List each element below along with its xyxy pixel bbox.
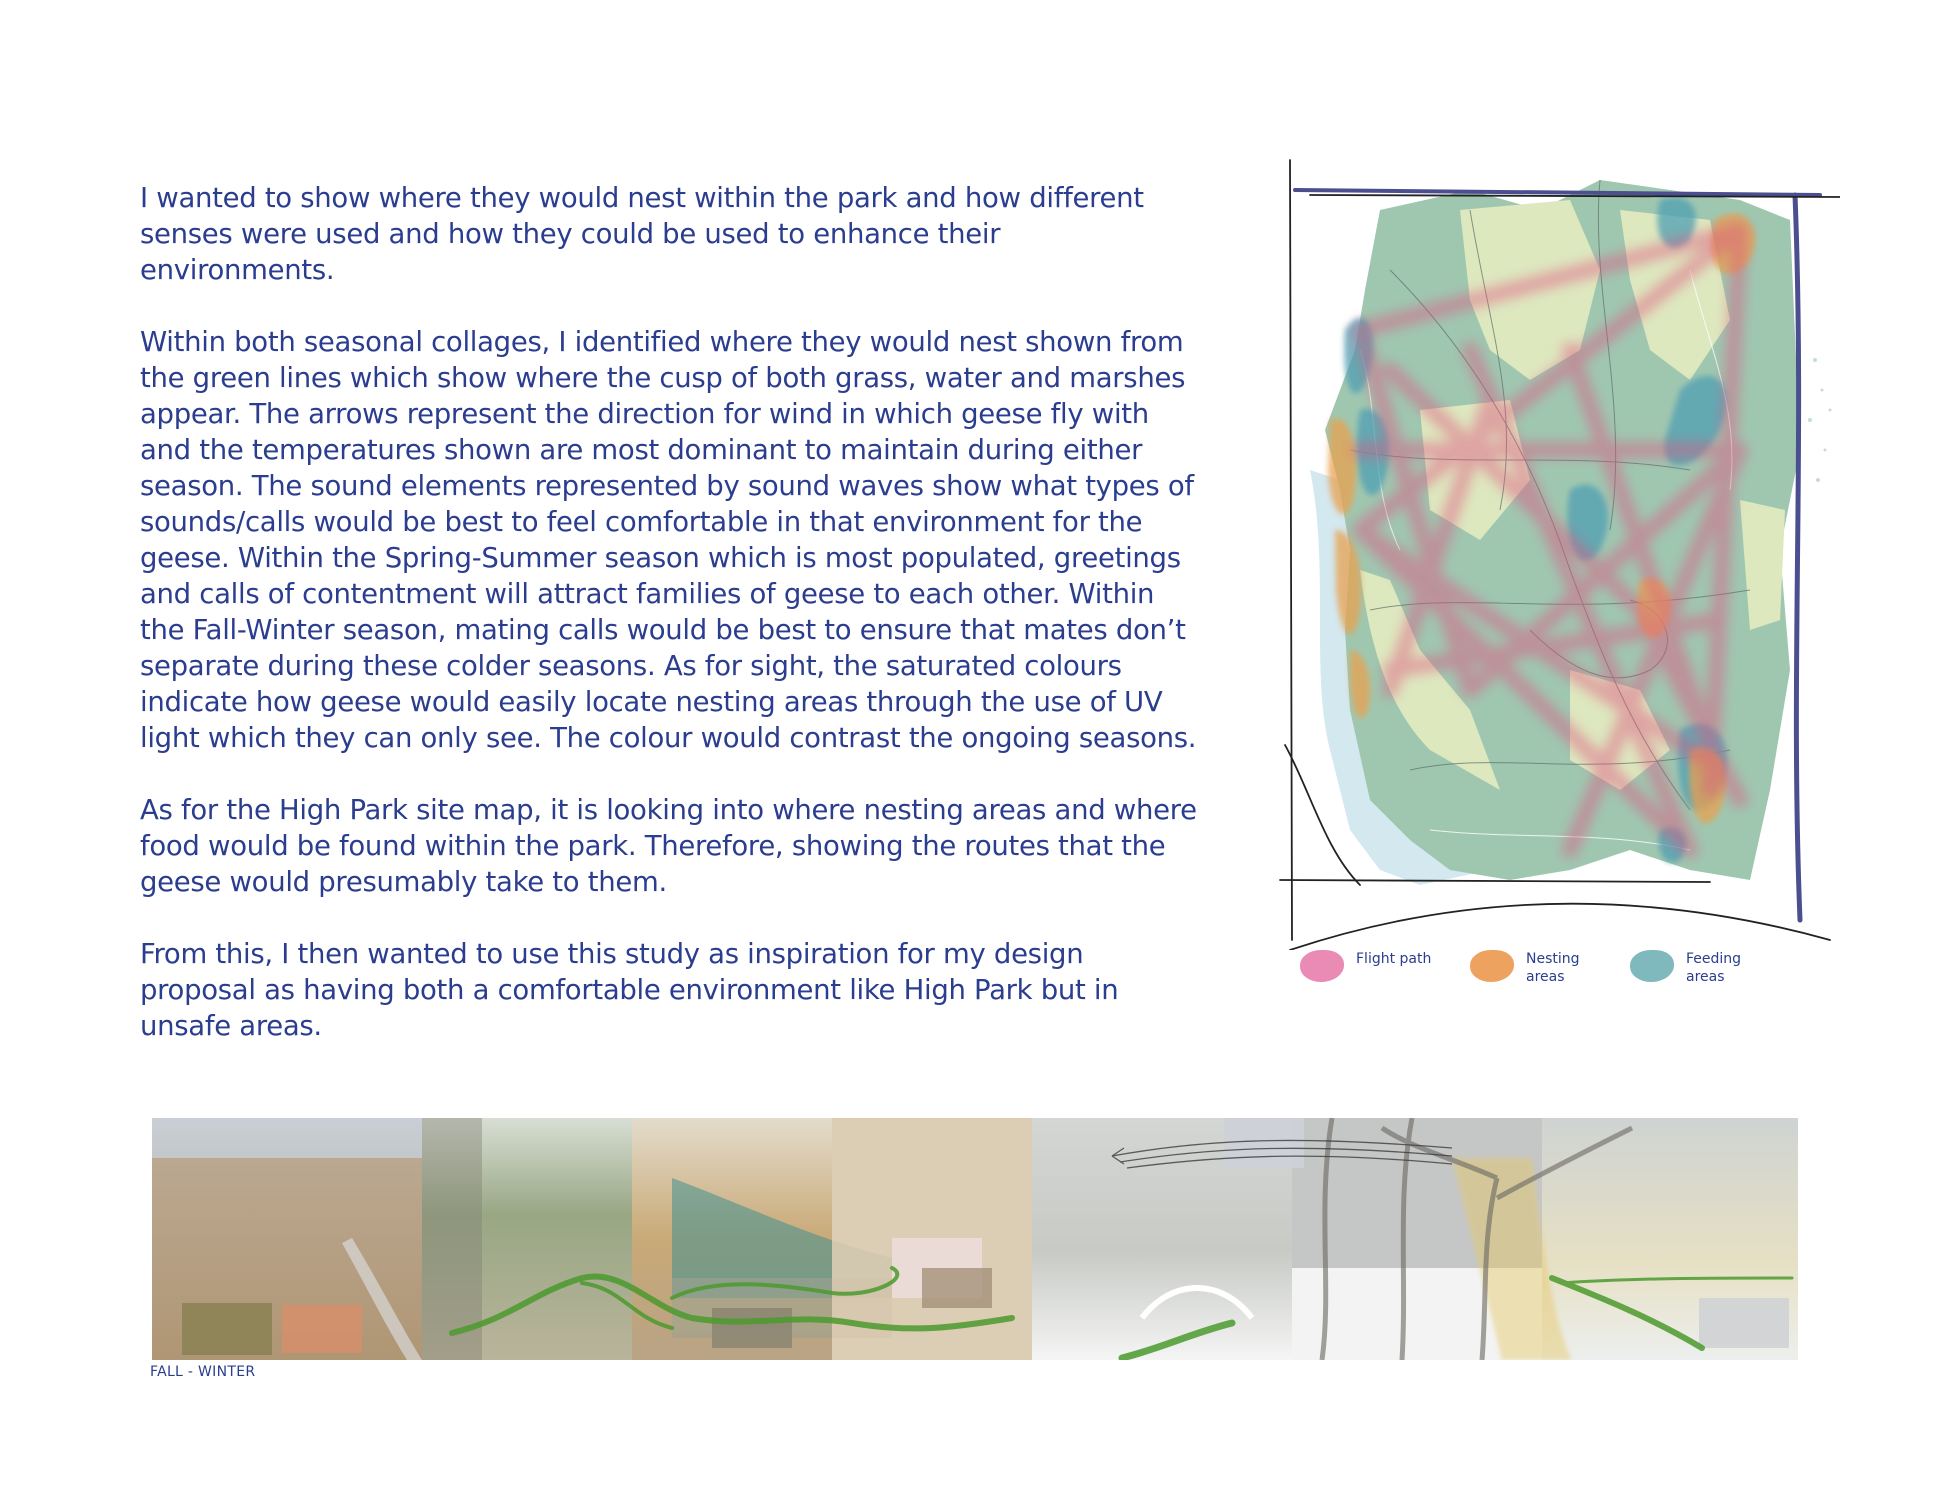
map-legend [1300,950,1800,1020]
high-park-site-map [1270,150,1840,950]
paragraph-collages: Within both seasonal collages, I identified where they would nest shown from the green lines which show where the cusp of both grass, water and marshes appear. The arrows represent the direction for wind in which geese fly with and the temperatures shown are most dominant to maintain during either season. The sound elements represented by sound waves show what types of sounds/calls would be best to feel comfortable in that environment for the geese. Within the Spring-Summer season which is most populated, greetings and calls of contentment will attract families of geese to each other. Within the Fall-Winter season, mating calls would be best to ensure that mates don’t separate during these colder seasons. As for sight, the saturated colours indicate how geese would easily locate nesting areas through the use of UV light which they can only see. The colour would contrast the ongoing seasons. [140,326,1197,754]
legend-label: Feeding areas [1686,951,1742,985]
legend-item-nesting-areas [1470,950,1606,986]
collage-caption: FALL - WINTER [150,1364,256,1380]
nesting-areas-swatch [1470,950,1514,982]
legend-label: Flight path [1356,951,1432,967]
feeding-areas-swatch [1630,950,1674,982]
fall-winter-collage [152,1118,1798,1360]
description-text [140,180,1200,1080]
flight-path-swatch [1300,950,1344,982]
legend-item-feeding-areas [1630,950,1766,986]
paragraph-site-map: As for the High Park site map, it is looking into where nesting areas and where food would be found within the park. Therefore, showing the routes that the geese would presumably take to them. [140,794,1197,898]
paragraph-intro: I wanted to show where they would nest within the park and how different senses were used and how they could be used to enhance their environments. [140,182,1144,286]
paragraph-inspiration: From this, I then wanted to use this study as inspiration for my design proposal as having both a comfortable environment like High Park but in unsafe areas. [140,938,1119,1042]
legend-item-flight-path [1300,950,1436,982]
legend-label: Nesting areas [1526,951,1580,985]
